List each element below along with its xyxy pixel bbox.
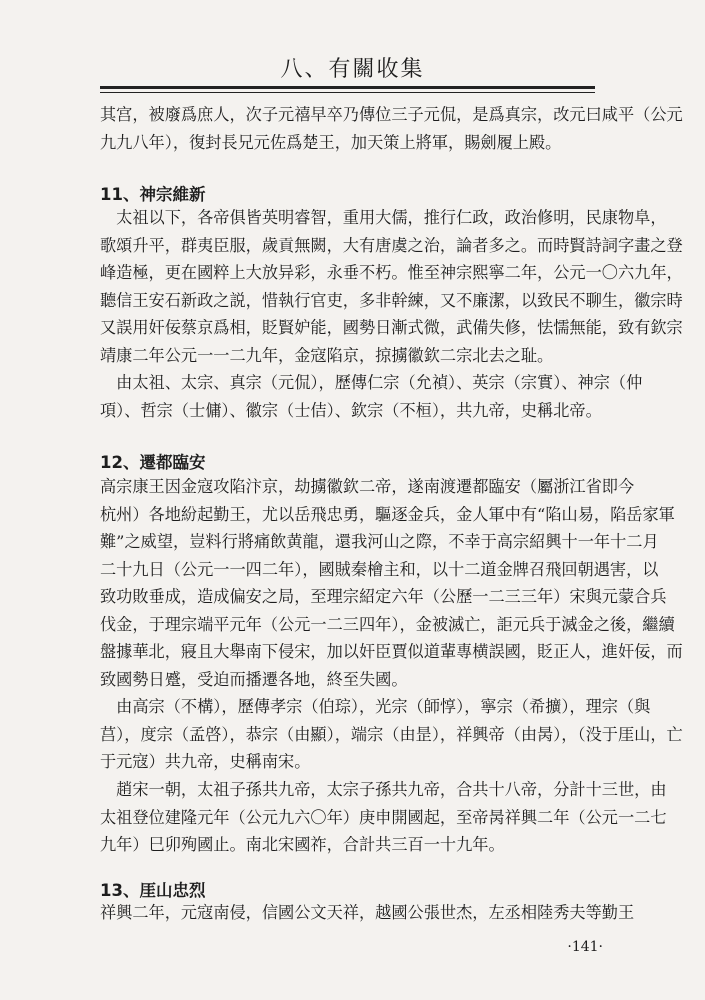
text-line: 致功敗垂成，造成偏安之局，至理宗紹定六年（公歷一二三三年）宋與元蒙合兵 <box>100 587 667 606</box>
section-13-paragraph-1 <box>100 899 640 927</box>
text-line: 莒），度宗（孟啓），恭宗（由顯），端宗（由昰），祥興帝（由昺），（没于厓山，亡 <box>100 724 683 744</box>
text-line: 趙宋一朝，太祖子孫共九帝，太宗子孫共九帝，合共十八帝，分計十三世，由 <box>100 780 667 799</box>
section-12-paragraph-3 <box>100 776 667 859</box>
section-heading-13: 13、厓山忠烈 <box>100 881 206 900</box>
text-line: 九年）巳卯殉國止。南北宋國祚，合計共三百一十九年。 <box>100 835 505 854</box>
text-line: 太祖登位建隆元年（公元九六〇年）庚申開國起，至帝昺祥興二年（公元一二七 <box>100 807 667 827</box>
section-heading-12: 12、遷都臨安 <box>100 453 206 472</box>
text-line: 二十九日（公元一一四二年），國賊秦檜主和，以十二道金牌召飛回朝遇害，以 <box>100 559 659 579</box>
section-12-paragraph-1 <box>100 473 683 693</box>
text-line: 伐金，于理宗端平元年（公元一二三四年），金被滅亡，詎元兵于滅金之後，繼續 <box>100 614 675 634</box>
text-line: 聽信王安石新政之説，惜執行官吏，多非幹練，又不廉潔，以致民不聊生，徽宗時 <box>100 290 683 310</box>
text-line: 盤據華北，寢且大舉南下侵宋，加以奸臣賈似道輩專横誤國，貶正人，進奸佞，而 <box>100 642 683 661</box>
text-line: 項）、哲宗（士傭）、徽宗（士佶）、欽宗（不桓），共九帝，史稱北帝。 <box>100 400 602 420</box>
text-line: 致國勢日蹙，受迫而播遷各地，終至失國。 <box>100 669 408 689</box>
text-line: 由高宗（不構），歷傳孝宗（伯琮），光宗（師惇），寧宗（希擴），理宗（與 <box>100 697 651 716</box>
section-12-paragraph-2 <box>100 693 683 776</box>
text-line: 高宗康王因金寇攻陷汴京，劫擄徽欽二帝，遂南渡遷都臨安（屬浙江省即今 <box>100 477 635 496</box>
text-line: 又誤用奸佞蔡京爲相，貶賢妒能，國勢日漸式微，武備失修，怯懦無能，致有欽宗 <box>100 318 683 337</box>
text-line: 由太祖、太宗、真宗（元侃），歷傳仁宗（允禎）、英宗（宗實）、神宗（仲 <box>100 373 643 392</box>
section-11-paragraph-1 <box>100 204 683 369</box>
text-line: 太祖以下，各帝俱皆英明睿智，重用大儒，推行仁政，政治修明，民康物阜， <box>100 208 667 227</box>
text-line: 九九八年），復封長兄元佐爲楚王，加天策上將軍，賜劍履上殿。 <box>100 132 562 152</box>
text-line: 難”之威望，豈料行將痛飲黄龍，還我河山之際，不幸于高宗紹興十一年十二月 <box>100 532 659 551</box>
text-line: 靖康二年公元一一二九年，金寇陷京，掠擄徽欽二宗北去之耻。 <box>100 345 554 365</box>
section-heading-11: 11、神宗維新 <box>100 185 206 204</box>
intro-paragraph <box>100 101 683 156</box>
text-line: 于元寇）共九帝，史稱南宋。 <box>100 752 311 771</box>
section-11-paragraph-2 <box>100 369 643 424</box>
page-number: ·141· <box>567 939 603 955</box>
text-line: 祥興二年，元寇南侵，信國公文天祥，越國公張世杰，左丞相陸秀夫等勤王 <box>100 903 635 922</box>
text-line: 其宫，被廢爲庶人，次子元禧早卒乃傳位三子元侃，是爲真宗，改元曰咸平（公元 <box>100 105 683 124</box>
header-rule-thin <box>100 92 595 93</box>
chapter-title: 八、有關收集 <box>280 57 425 82</box>
text-line: 歌頌升平，群夷臣服，歲貢無闕，大有唐虞之治，論者多之。而時賢詩詞字畫之登 <box>100 235 683 255</box>
text-line: 峰造極，更在國粹上大放异彩，永垂不朽。惟至神宗熙寧二年，公元一〇六九年， <box>100 263 683 282</box>
text-line: 杭州）各地紛起勤王，尤以岳飛忠勇，驅逐金兵，金人軍中有“陷山易，陷岳家軍 <box>100 504 675 524</box>
header-rule-thick <box>100 86 595 89</box>
